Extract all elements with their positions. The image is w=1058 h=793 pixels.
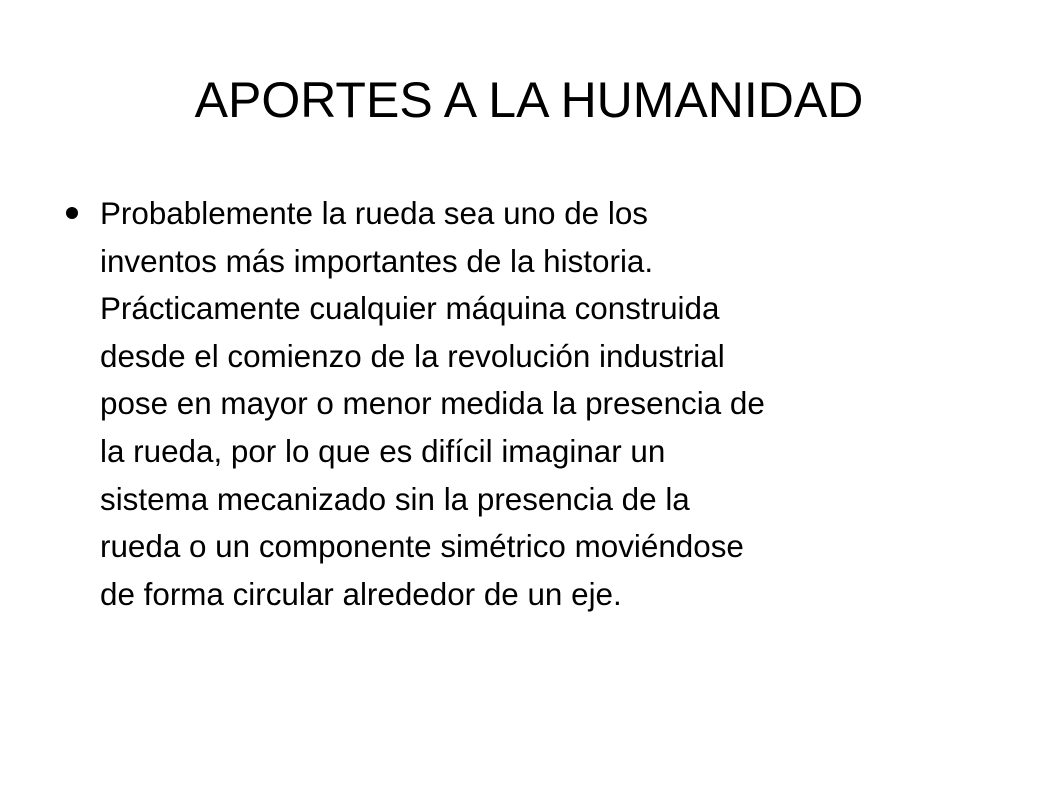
bullet-line: sistema mecanizado sin la presencia de la	[100, 481, 690, 517]
bullet-line: rueda o un componente simétrico moviéndose	[100, 529, 744, 565]
bullet-item	[62, 190, 1022, 618]
bullet-list	[62, 190, 1022, 618]
bullet-line: de forma circular alrededor de un eje.	[100, 576, 622, 612]
bullet-dot-icon	[66, 207, 78, 219]
bullet-line: la rueda, por lo que es difícil imaginar un	[100, 433, 666, 469]
bullet-line: Prácticamente cualquier máquina construida	[100, 291, 720, 327]
slide-title: APORTES A LA HUMANIDAD	[194, 72, 864, 128]
bullet-line: Probablemente la rueda sea uno de los	[100, 196, 648, 231]
bullet-line: inventos más importantes de la historia.	[100, 243, 654, 279]
bullet-line: pose en mayor o menor medida la presencia de	[100, 386, 765, 422]
bullet-line: desde el comienzo de la revolución industrial	[100, 338, 725, 374]
